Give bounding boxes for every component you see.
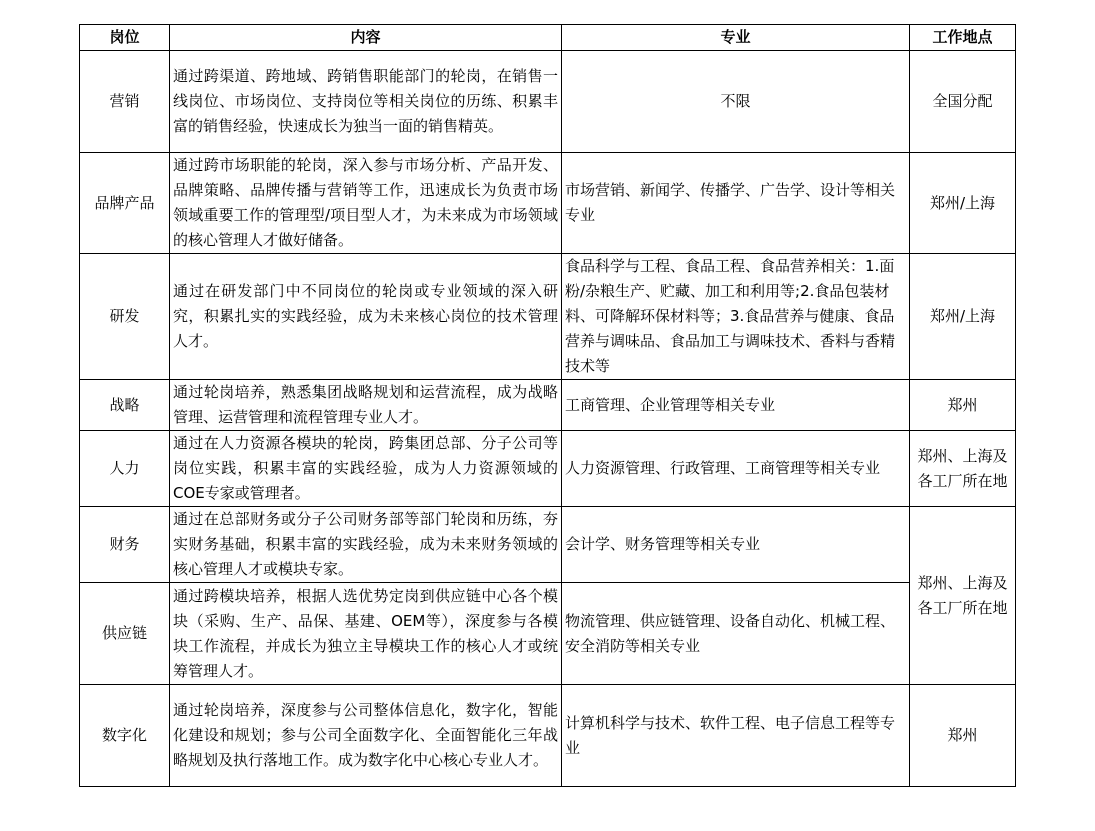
location-cell: 郑州 (910, 685, 1016, 787)
table-row (80, 685, 1016, 787)
content-cell: 通过在总部财务或分子公司财务部等部门轮岗和历练，夯实财务基础，积累丰富的实践经验，成为未来财务领域的核心管理人才或模块专家。 (170, 507, 562, 583)
major-cell: 物流管理、供应链管理、设备自动化、机械工程、安全消防等相关专业 (562, 583, 910, 685)
major-cell: 食品科学与工程、食品工程、食品营养相关：1.面粉/杂粮生产、贮藏、加工和利用等;2.食品包装材料、可降解环保材料等；3.食品营养与健康、食品营养与调味品、食品加工与调味技术、香料与香精技术等 (562, 254, 910, 380)
table-row (80, 51, 1016, 153)
location-cell: 郑州、上海及各工厂所在地 (910, 431, 1016, 507)
content-cell: 通过在人力资源各模块的轮岗，跨集团总部、分子公司等岗位实践，积累丰富的实践经验，成为人力资源领域的COE专家或管理者。 (170, 431, 562, 507)
position-cell: 财务 (80, 507, 170, 583)
content-cell: 通过在研发部门中不同岗位的轮岗或专业领域的深入研究，积累扎实的实践经验，成为未来核心岗位的技术管理人才。 (170, 254, 562, 380)
position-cell: 数字化 (80, 685, 170, 787)
location-cell: 郑州/上海 (910, 153, 1016, 254)
location-cell: 郑州/上海 (910, 254, 1016, 380)
location-cell: 全国分配 (910, 51, 1016, 153)
position-cell: 研发 (80, 254, 170, 380)
header-content: 内容 (170, 25, 562, 51)
position-cell: 人力 (80, 431, 170, 507)
header-location: 工作地点 (910, 25, 1016, 51)
position-cell: 供应链 (80, 583, 170, 685)
content-cell: 通过轮岗培养，深度参与公司整体信息化，数字化，智能化建设和规划；参与公司全面数字化、全面智能化三年战略规划及执行落地工作。成为数字化中心核心专业人才。 (170, 685, 562, 787)
location-cell: 郑州 (910, 380, 1016, 431)
table-row (80, 431, 1016, 507)
major-cell: 市场营销、新闻学、传播学、广告学、设计等相关专业 (562, 153, 910, 254)
position-cell: 战略 (80, 380, 170, 431)
position-cell: 营销 (80, 51, 170, 153)
major-cell: 会计学、财务管理等相关专业 (562, 507, 910, 583)
major-cell: 不限 (562, 51, 910, 153)
job-positions-table (79, 24, 1016, 787)
header-major: 专业 (562, 25, 910, 51)
content-cell: 通过跨市场职能的轮岗，深入参与市场分析、产品开发、品牌策略、品牌传播与营销等工作，迅速成长为负责市场领域重要工作的管理型/项目型人才，为未来成为市场领域的核心管理人才做好储备。 (170, 153, 562, 254)
table-row (80, 583, 1016, 685)
table-header-row (80, 25, 1016, 51)
content-cell: 通过轮岗培养，熟悉集团战略规划和运营流程，成为战略管理、运营管理和流程管理专业人才。 (170, 380, 562, 431)
major-cell: 工商管理、企业管理等相关专业 (562, 380, 910, 431)
table-row (80, 153, 1016, 254)
content-cell: 通过跨渠道、跨地域、跨销售职能部门的轮岗，在销售一线岗位、市场岗位、支持岗位等相关岗位的历练、积累丰富的销售经验，快速成长为独当一面的销售精英。 (170, 51, 562, 153)
table-row (80, 254, 1016, 380)
content-cell: 通过跨模块培养，根据人选优势定岗到供应链中心各个模块（采购、生产、品保、基建、OEM等），深度参与各模块工作流程，并成长为独立主导模块工作的核心人才或统筹管理人才。 (170, 583, 562, 685)
header-position: 岗位 (80, 25, 170, 51)
major-cell: 人力资源管理、行政管理、工商管理等相关专业 (562, 431, 910, 507)
major-cell: 计算机科学与技术、软件工程、电子信息工程等专业 (562, 685, 910, 787)
table-row (80, 507, 1016, 583)
position-cell: 品牌产品 (80, 153, 170, 254)
table-row (80, 380, 1016, 431)
location-cell: 郑州、上海及各工厂所在地 (910, 507, 1016, 685)
